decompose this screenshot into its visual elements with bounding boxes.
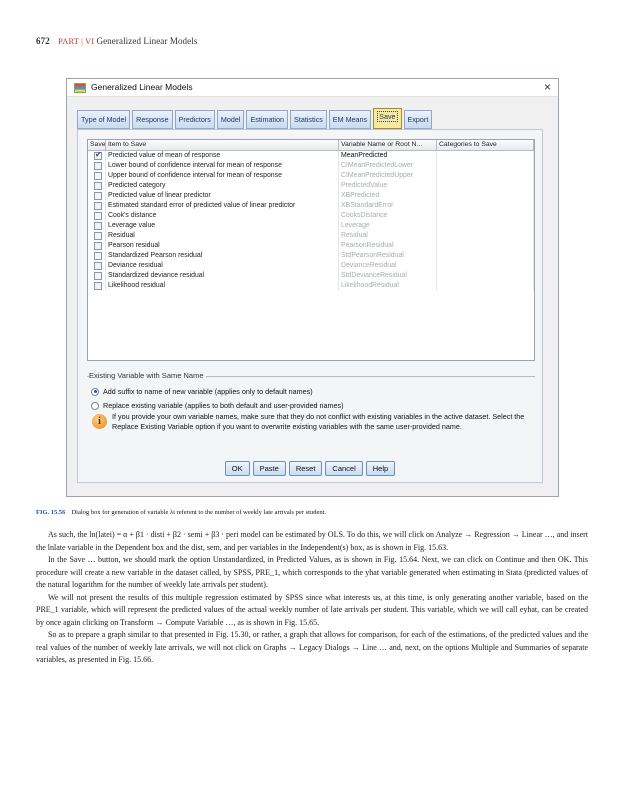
save-cell <box>88 181 106 191</box>
save-cell <box>88 281 106 291</box>
dialog-titlebar <box>67 79 558 97</box>
categories-cell[interactable] <box>437 151 534 161</box>
item-cell: Pearson residual <box>106 241 339 251</box>
figure-caption <box>36 509 588 516</box>
table-row[interactable] <box>88 281 534 291</box>
tab-em-means[interactable]: EM Means <box>329 110 371 129</box>
categories-cell[interactable] <box>437 251 534 261</box>
paragraph-1: As such, the ln(latei) = α + β1 · disti + β2 · semi + β3 · peri model can be estimated by OLS. To do this, we will click on Analyze → Regression → Linear …, and insert the lnlate variable in the Dependent box and the dist, sem, and per variables in the Independent(s) box, as is shown in Fig. 15.63. <box>36 530 588 552</box>
variable-name-cell[interactable]: CIMeanPredictedLower <box>339 161 437 171</box>
cancel-button[interactable]: Cancel <box>325 461 362 476</box>
table-row[interactable] <box>88 181 534 191</box>
variable-name-cell[interactable]: StdPearsonResidual <box>339 251 437 261</box>
tab-model[interactable]: Model <box>217 110 245 129</box>
categories-cell[interactable] <box>437 201 534 211</box>
save-cell <box>88 151 106 161</box>
item-cell: Deviance residual <box>106 261 339 271</box>
variable-name-cell[interactable]: PredictedValue <box>339 181 437 191</box>
tab-strip <box>77 110 432 129</box>
variable-name-cell[interactable]: MeanPredicted <box>339 151 437 161</box>
info-icon: i <box>92 414 107 429</box>
existing-variable-group <box>87 371 535 446</box>
save-cell <box>88 161 106 171</box>
tab-response[interactable]: Response <box>132 110 172 129</box>
variable-name-cell[interactable]: LikelihoodResidual <box>339 281 437 291</box>
item-cell: Likelihood residual <box>106 281 339 291</box>
item-cell: Standardized Pearson residual <box>106 251 339 261</box>
variable-name-cell[interactable]: StdDevianceResidual <box>339 271 437 281</box>
group-legend: Existing Variable with Same Name <box>89 371 204 380</box>
save-cell <box>88 271 106 281</box>
reset-button[interactable]: Reset <box>289 461 323 476</box>
radio-replace-existing-label: Replace existing variable (applies to both default and user-provided names) <box>103 401 344 410</box>
save-checkbox[interactable] <box>94 202 102 210</box>
tab-predictors[interactable]: Predictors <box>175 110 215 129</box>
categories-cell[interactable] <box>437 191 534 201</box>
categories-cell[interactable] <box>437 271 534 281</box>
categories-cell[interactable] <box>437 261 534 271</box>
help-button[interactable]: Help <box>366 461 395 476</box>
info-message <box>92 412 526 432</box>
table-row[interactable] <box>88 201 534 211</box>
item-cell: Residual <box>106 231 339 241</box>
save-cell <box>88 261 106 271</box>
save-items-table <box>87 139 535 361</box>
categories-cell[interactable] <box>437 281 534 291</box>
radio-replace-existing-control[interactable] <box>91 402 99 410</box>
table-body <box>88 151 534 291</box>
table-row[interactable] <box>88 251 534 261</box>
save-checkbox[interactable] <box>94 222 102 230</box>
save-checkbox[interactable] <box>94 152 102 160</box>
table-header <box>88 140 534 151</box>
running-head <box>36 36 197 46</box>
tab-save[interactable] <box>373 108 401 129</box>
glm-dialog <box>66 78 559 497</box>
item-cell: Lower bound of confidence interval for mean of response <box>106 161 339 171</box>
variable-name-cell[interactable]: Leverage <box>339 221 437 231</box>
dialog-title: Generalized Linear Models <box>91 82 193 92</box>
item-cell: Cook's distance <box>106 211 339 221</box>
save-checkbox[interactable] <box>94 242 102 250</box>
header-item[interactable]: Item to Save <box>106 140 339 150</box>
figure-label: FIG. 15.56 <box>36 509 66 516</box>
save-cell <box>88 221 106 231</box>
save-cell <box>88 201 106 211</box>
tab-save-label: Save <box>379 112 396 121</box>
chapter-title: Generalized Linear Models <box>96 36 198 46</box>
info-text: If you provide your own variable names, make sure that they do not conflict with existing variables in the active dataset. Select the Replace Existing Variable option if you want to overwrite existing variables with the same user-provided name. <box>112 412 525 431</box>
table-row[interactable] <box>88 161 534 171</box>
table-row[interactable] <box>88 221 534 231</box>
categories-cell[interactable] <box>437 171 534 181</box>
tab-export[interactable]: Export <box>404 110 433 129</box>
variable-name-cell[interactable]: XBPredicted <box>339 191 437 201</box>
paragraph-3: We will not present the results of this multiple regression estimated by SPSS since what interests us, at this time, is only generating another variable, based on the PRE_1 variable, which will represent the predicted values of the actual weekly number of late arrivals per student. This variable, which we will call eyhat, can be created by once again clicking on Transform → Compute Variable …, as is shown in Fig. 15.65. <box>36 592 588 627</box>
page-number: 672 <box>36 36 50 46</box>
header-variable-name[interactable]: Variable Name or Root N... <box>339 140 437 150</box>
save-cell <box>88 231 106 241</box>
tab-statistics[interactable]: Statistics <box>290 110 327 129</box>
paragraph-2: In the Save … button, we should mark the option Unstandardized, in Predicted Values, as is shown in Fig. 15.64. Next, we can click on Continue and then OK. This procedure will create a new variable in the dataset called, by SPSS, PRE_1, which corresponds to the yhat variable generated when estimating in Stata (predicted values of the natural logarithm for the number of weekly late arrivals per student). <box>36 555 588 589</box>
table-row[interactable] <box>88 151 534 161</box>
radio-add-suffix-control[interactable] <box>91 388 99 396</box>
variable-name-cell[interactable]: PearsonResidual <box>339 241 437 251</box>
button-row <box>78 461 542 476</box>
tab-type-of-model[interactable]: Type of Model <box>77 110 130 129</box>
item-cell: Standardized deviance residual <box>106 271 339 281</box>
item-cell: Predicted category <box>106 181 339 191</box>
table-row[interactable] <box>88 241 534 251</box>
ok-button[interactable]: OK <box>225 461 250 476</box>
save-checkbox[interactable] <box>94 262 102 270</box>
body-text <box>36 529 588 667</box>
save-checkbox[interactable] <box>94 192 102 200</box>
variable-name-cell[interactable]: XBStandardError <box>339 201 437 211</box>
table-row[interactable] <box>88 191 534 201</box>
spss-app-icon <box>74 83 86 93</box>
save-cell <box>88 191 106 201</box>
variable-name-cell[interactable]: Residual <box>339 231 437 241</box>
table-row[interactable] <box>88 231 534 241</box>
save-checkbox[interactable] <box>94 232 102 240</box>
save-checkbox[interactable] <box>94 162 102 170</box>
radio-add-suffix[interactable] <box>91 387 313 396</box>
categories-cell[interactable] <box>437 181 534 191</box>
table-row[interactable] <box>88 261 534 271</box>
save-panel <box>77 129 543 483</box>
paragraph-4: So as to prepare a graph similar to that presented in Fig. 15.30, or rather, a graph that allows for comparison, for each of the estimations, of the predicted values and the real values of the number of weekly late arrivals, we will not click on Graphs → Legacy Dialogs → Line … and, next, on the options Multiple and Summaries of separate variables, as presented in Fig. 15.66. <box>36 630 588 664</box>
save-checkbox[interactable] <box>94 252 102 260</box>
radio-replace-existing[interactable] <box>91 401 344 410</box>
save-checkbox[interactable] <box>94 172 102 180</box>
paste-button[interactable]: Paste <box>253 461 286 476</box>
variable-name-cell[interactable]: CooksDistance <box>339 211 437 221</box>
categories-cell[interactable] <box>437 161 534 171</box>
close-icon[interactable]: × <box>543 80 551 94</box>
save-checkbox[interactable] <box>94 212 102 220</box>
tab-estimation[interactable]: Estimation <box>246 110 288 129</box>
save-checkbox[interactable] <box>94 282 102 290</box>
item-cell: Estimated standard error of predicted value of linear predictor <box>106 201 339 211</box>
categories-cell[interactable] <box>437 241 534 251</box>
variable-name-cell[interactable]: CIMeanPredictedUpper <box>339 171 437 181</box>
categories-cell[interactable] <box>437 211 534 221</box>
figure-caption-text: Dialog box for generation of variable λi referent to the number of weekly late arrivals per student. <box>71 509 327 516</box>
categories-cell[interactable] <box>437 221 534 231</box>
item-cell: Predicted value of mean of response <box>106 151 339 161</box>
save-cell <box>88 211 106 221</box>
save-checkbox[interactable] <box>94 272 102 280</box>
save-cell <box>88 171 106 181</box>
variable-name-cell[interactable]: DevianceResidual <box>339 261 437 271</box>
item-cell: Predicted value of linear predictor <box>106 191 339 201</box>
header-save[interactable]: Save <box>90 141 106 148</box>
save-checkbox[interactable] <box>94 182 102 190</box>
save-cell <box>88 251 106 261</box>
item-cell: Leverage value <box>106 221 339 231</box>
table-row[interactable] <box>88 271 534 281</box>
radio-add-suffix-label: Add suffix to name of new variable (applies only to default names) <box>103 387 313 396</box>
part-label: PART | VI <box>58 36 95 46</box>
save-cell <box>88 241 106 251</box>
item-cell: Upper bound of confidence interval for mean of response <box>106 171 339 181</box>
header-categories[interactable]: Categories to Save <box>437 140 534 150</box>
categories-cell[interactable] <box>437 231 534 241</box>
table-row[interactable] <box>88 211 534 221</box>
table-row[interactable] <box>88 171 534 181</box>
